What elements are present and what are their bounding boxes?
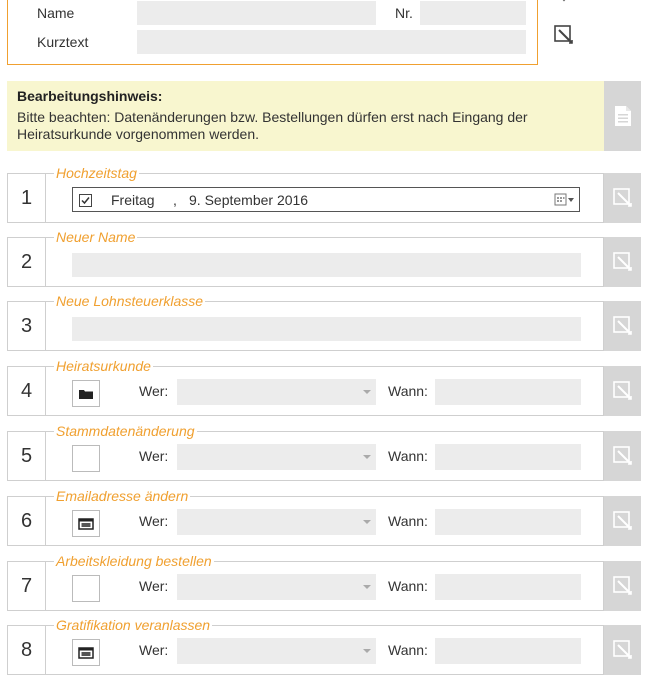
chevron-down-icon bbox=[363, 585, 371, 589]
checkbox-checked-icon[interactable] bbox=[79, 194, 92, 207]
check-icon bbox=[556, 0, 572, 4]
row-1-edit-button[interactable] bbox=[604, 173, 641, 223]
row-number: 5 bbox=[8, 432, 46, 480]
wer-label: Wer: bbox=[139, 383, 169, 399]
name-label: Name bbox=[37, 5, 75, 21]
neuer-name-input[interactable] bbox=[72, 253, 581, 277]
notice-box bbox=[7, 81, 604, 151]
wer-label: Wer: bbox=[139, 513, 169, 529]
wann-input[interactable] bbox=[435, 444, 581, 470]
status-toggle[interactable] bbox=[72, 445, 100, 472]
row-title: Gratifikation veranlassen bbox=[56, 617, 211, 633]
date-value: 9. September 2016 bbox=[189, 192, 309, 208]
wer-label: Wer: bbox=[139, 448, 169, 464]
notice-side-button[interactable] bbox=[604, 81, 641, 151]
folder-icon bbox=[78, 388, 94, 400]
wann-input[interactable] bbox=[435, 379, 581, 405]
row-stammdatenaenderung bbox=[7, 423, 604, 481]
name-input[interactable] bbox=[137, 1, 376, 25]
wann-label: Wann: bbox=[388, 513, 428, 529]
row-number: 8 bbox=[8, 626, 46, 674]
wer-select[interactable] bbox=[177, 444, 376, 470]
row-neue-lohnsteuerklasse bbox=[7, 293, 604, 351]
row-number: 1 bbox=[8, 174, 46, 222]
wann-label: Wann: bbox=[388, 578, 428, 594]
row-hochzeitstag bbox=[7, 165, 604, 223]
window-icon bbox=[78, 647, 94, 659]
nr-input[interactable] bbox=[420, 1, 526, 25]
status-toggle[interactable] bbox=[72, 639, 100, 666]
row-title: Emailadresse ändern bbox=[56, 488, 189, 504]
chevron-down-icon bbox=[363, 390, 371, 394]
wer-select[interactable] bbox=[177, 379, 376, 405]
row-gratifikation-veranlassen bbox=[7, 617, 604, 675]
edit-icon bbox=[612, 315, 634, 337]
kurztext-label: Kurztext bbox=[37, 34, 89, 50]
row-heiratsurkunde bbox=[7, 358, 604, 416]
row-title: Stammdatenänderung bbox=[56, 423, 195, 439]
edit-icon bbox=[612, 510, 634, 532]
row-3-edit-button[interactable] bbox=[604, 301, 641, 351]
wann-label: Wann: bbox=[388, 448, 428, 464]
row-4-edit-button[interactable] bbox=[604, 366, 641, 416]
row-emailadresse-aendern bbox=[7, 488, 604, 546]
wann-label: Wann: bbox=[388, 383, 428, 399]
row-title: Neue Lohnsteuerklasse bbox=[56, 293, 204, 309]
edit-icon bbox=[612, 445, 634, 467]
chevron-down-icon bbox=[363, 649, 371, 653]
document-icon bbox=[614, 105, 632, 127]
row-arbeitskleidung-bestellen bbox=[7, 553, 604, 611]
lohnsteuerklasse-input[interactable] bbox=[72, 317, 581, 341]
wann-input[interactable] bbox=[435, 509, 581, 535]
edit-icon bbox=[612, 187, 634, 209]
wann-input[interactable] bbox=[435, 638, 581, 664]
row-number: 4 bbox=[8, 367, 46, 415]
status-toggle[interactable] bbox=[72, 380, 100, 407]
wann-input[interactable] bbox=[435, 574, 581, 600]
row-8-edit-button[interactable] bbox=[604, 625, 641, 675]
row-2-edit-button[interactable] bbox=[604, 237, 641, 287]
window-icon bbox=[78, 518, 94, 530]
wer-select[interactable] bbox=[177, 574, 376, 600]
chevron-down-icon bbox=[363, 455, 371, 459]
edit-icon bbox=[612, 639, 634, 661]
kurztext-input[interactable] bbox=[137, 30, 526, 54]
edit-icon bbox=[612, 575, 634, 597]
row-title: Hochzeitstag bbox=[56, 165, 137, 181]
status-toggle[interactable] bbox=[72, 510, 100, 537]
date-picker[interactable] bbox=[72, 187, 580, 212]
wer-select[interactable] bbox=[177, 638, 376, 664]
calendar-icon bbox=[554, 193, 576, 207]
date-separator: , bbox=[173, 192, 177, 208]
row-title: Heiratsurkunde bbox=[56, 358, 151, 374]
row-7-edit-button[interactable] bbox=[604, 561, 641, 611]
row-title: Neuer Name bbox=[56, 229, 136, 245]
notice-title: Bearbeitungshinweis: bbox=[17, 88, 163, 104]
row-number: 6 bbox=[8, 497, 46, 545]
status-toggle[interactable] bbox=[72, 575, 100, 602]
row-number: 3 bbox=[8, 302, 46, 350]
wann-label: Wann: bbox=[388, 642, 428, 658]
edit-icon bbox=[612, 380, 634, 402]
nr-label: Nr. bbox=[395, 5, 413, 21]
notice-text: Bitte beachten: Datenänderungen bzw. Bestellungen dürfen erst nach Eingang der Heiratsurkunde vorgenommen werden. bbox=[17, 109, 528, 142]
chevron-down-icon bbox=[363, 520, 371, 524]
row-number: 7 bbox=[8, 562, 46, 610]
row-6-edit-button[interactable] bbox=[604, 496, 641, 546]
wer-label: Wer: bbox=[139, 642, 169, 658]
date-weekday: Freitag bbox=[111, 192, 155, 208]
header-top-button[interactable] bbox=[546, 0, 582, 6]
row-5-edit-button[interactable] bbox=[604, 431, 641, 481]
header-edit-button[interactable] bbox=[546, 17, 582, 53]
wer-label: Wer: bbox=[139, 578, 169, 594]
row-neuer-name bbox=[7, 229, 604, 287]
edit-icon bbox=[612, 251, 634, 273]
calendar-dropdown-button[interactable] bbox=[554, 193, 576, 207]
wer-select[interactable] bbox=[177, 509, 376, 535]
edit-icon bbox=[553, 24, 575, 46]
row-number: 2 bbox=[8, 238, 46, 286]
row-title: Arbeitskleidung bestellen bbox=[56, 553, 212, 569]
